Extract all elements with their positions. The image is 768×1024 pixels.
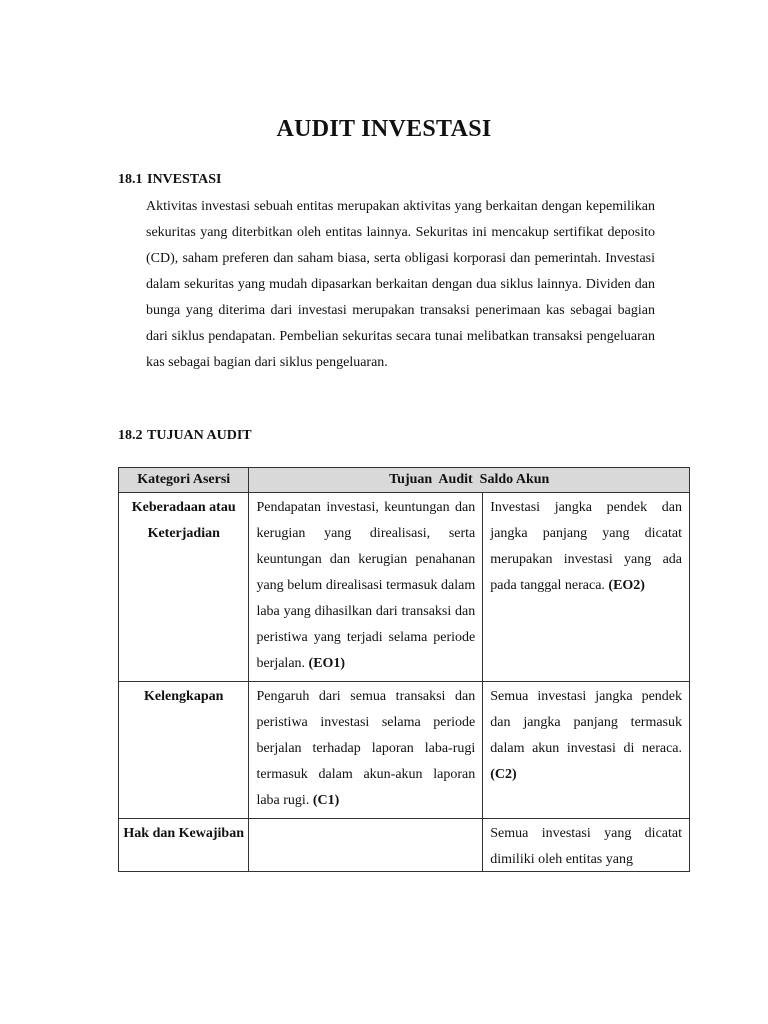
audit-objectives-table bbox=[118, 467, 690, 872]
category-cell bbox=[119, 493, 249, 682]
section-heading-investasi bbox=[118, 172, 221, 188]
section-title: INVESTASI bbox=[147, 172, 222, 187]
transactions-cell bbox=[249, 493, 483, 682]
page-title: AUDIT INVESTASI bbox=[276, 116, 492, 142]
section-heading-tujuan-audit bbox=[118, 428, 252, 444]
transactions-cell bbox=[249, 682, 483, 819]
section-paragraph: Aktivitas investasi sebuah entitas merupakan aktivitas yang berkaitan dengan kepemilikan sekuritas yang diterbitkan oleh entitas lainnya. Sekuritas ini mencakup sertifikat deposito (CD), saham preferen dan saham biasa, serta obligasi korporasi dan pemerintah. Investasi dalam sekuritas yang mudah dipasarkan berkaitan dengan dua siklus lainnya. Dividen dan bunga yang diterima dari investasi merupakan transaksi penerimaan kas sebagai bagian dari siklus pendapatan. Pembelian sekuritas secara tunai melibatkan transaksi pengeluaran kas sebagai bagian dari siklus pengeluaran. bbox=[146, 199, 655, 370]
section-title: TUJUAN AUDIT bbox=[147, 428, 252, 443]
category-cell bbox=[119, 819, 249, 872]
category-cell bbox=[119, 682, 249, 819]
header-tujuan-audit: Tujuan Audit Saldo Akun bbox=[249, 468, 690, 493]
table-row bbox=[119, 682, 690, 819]
objective-text: Investasi jangka pendek dan jangka panjang yang dicatat merupakan investasi yang ada pada tanggal neraca. bbox=[490, 500, 682, 593]
balances-objective: Semua investasi yang dicatat dimiliki oleh entitas yang bbox=[490, 826, 682, 867]
balances-clip bbox=[483, 819, 689, 869]
transactions-objective bbox=[249, 682, 482, 818]
balances-objective bbox=[483, 682, 689, 792]
balances-cell bbox=[483, 493, 690, 682]
balances-cell bbox=[483, 682, 690, 819]
objective-code: (EO1) bbox=[308, 656, 346, 671]
table-header-row bbox=[119, 468, 690, 493]
section-number: 18.1 bbox=[118, 172, 143, 187]
header-kategori-asersi: Kategori Asersi bbox=[119, 468, 249, 493]
table-row bbox=[119, 493, 690, 682]
table-row bbox=[119, 819, 690, 872]
objective-code: (C2) bbox=[490, 767, 517, 782]
category-label: Keberadaan atau Keterjadian bbox=[131, 500, 236, 541]
balances-objective bbox=[483, 493, 689, 603]
category-label: Hak dan Kewajiban bbox=[123, 826, 245, 841]
transactions-objective bbox=[249, 493, 482, 681]
section-number: 18.2 bbox=[118, 428, 143, 443]
balances-cell bbox=[483, 819, 690, 872]
objective-code: (C1) bbox=[312, 793, 340, 808]
transactions-objective bbox=[249, 819, 482, 825]
transactions-cell bbox=[249, 819, 483, 872]
objective-text: Pendapatan investasi, keuntungan dan kerugian yang direalisasi, serta keuntungan dan kerugian penahanan yang belum direalisasi termasuk dalam laba yang dihasilkan dari transaksi dan peristiwa yang terjadi selama periode berjalan. bbox=[256, 500, 476, 671]
objective-text: Semua investasi jangka pendek dan jangka panjang termasuk dalam akun investasi di neraca. bbox=[490, 689, 682, 756]
category-label: Kelengkapan bbox=[144, 689, 224, 704]
objective-code: (EO2) bbox=[608, 578, 645, 593]
objective-text: Pengaruh dari semua transaksi dan peristiwa investasi selama periode berjalan terhadap laporan laba-rugi termasuk dalam akun-akun laporan laba rugi. bbox=[256, 689, 476, 808]
